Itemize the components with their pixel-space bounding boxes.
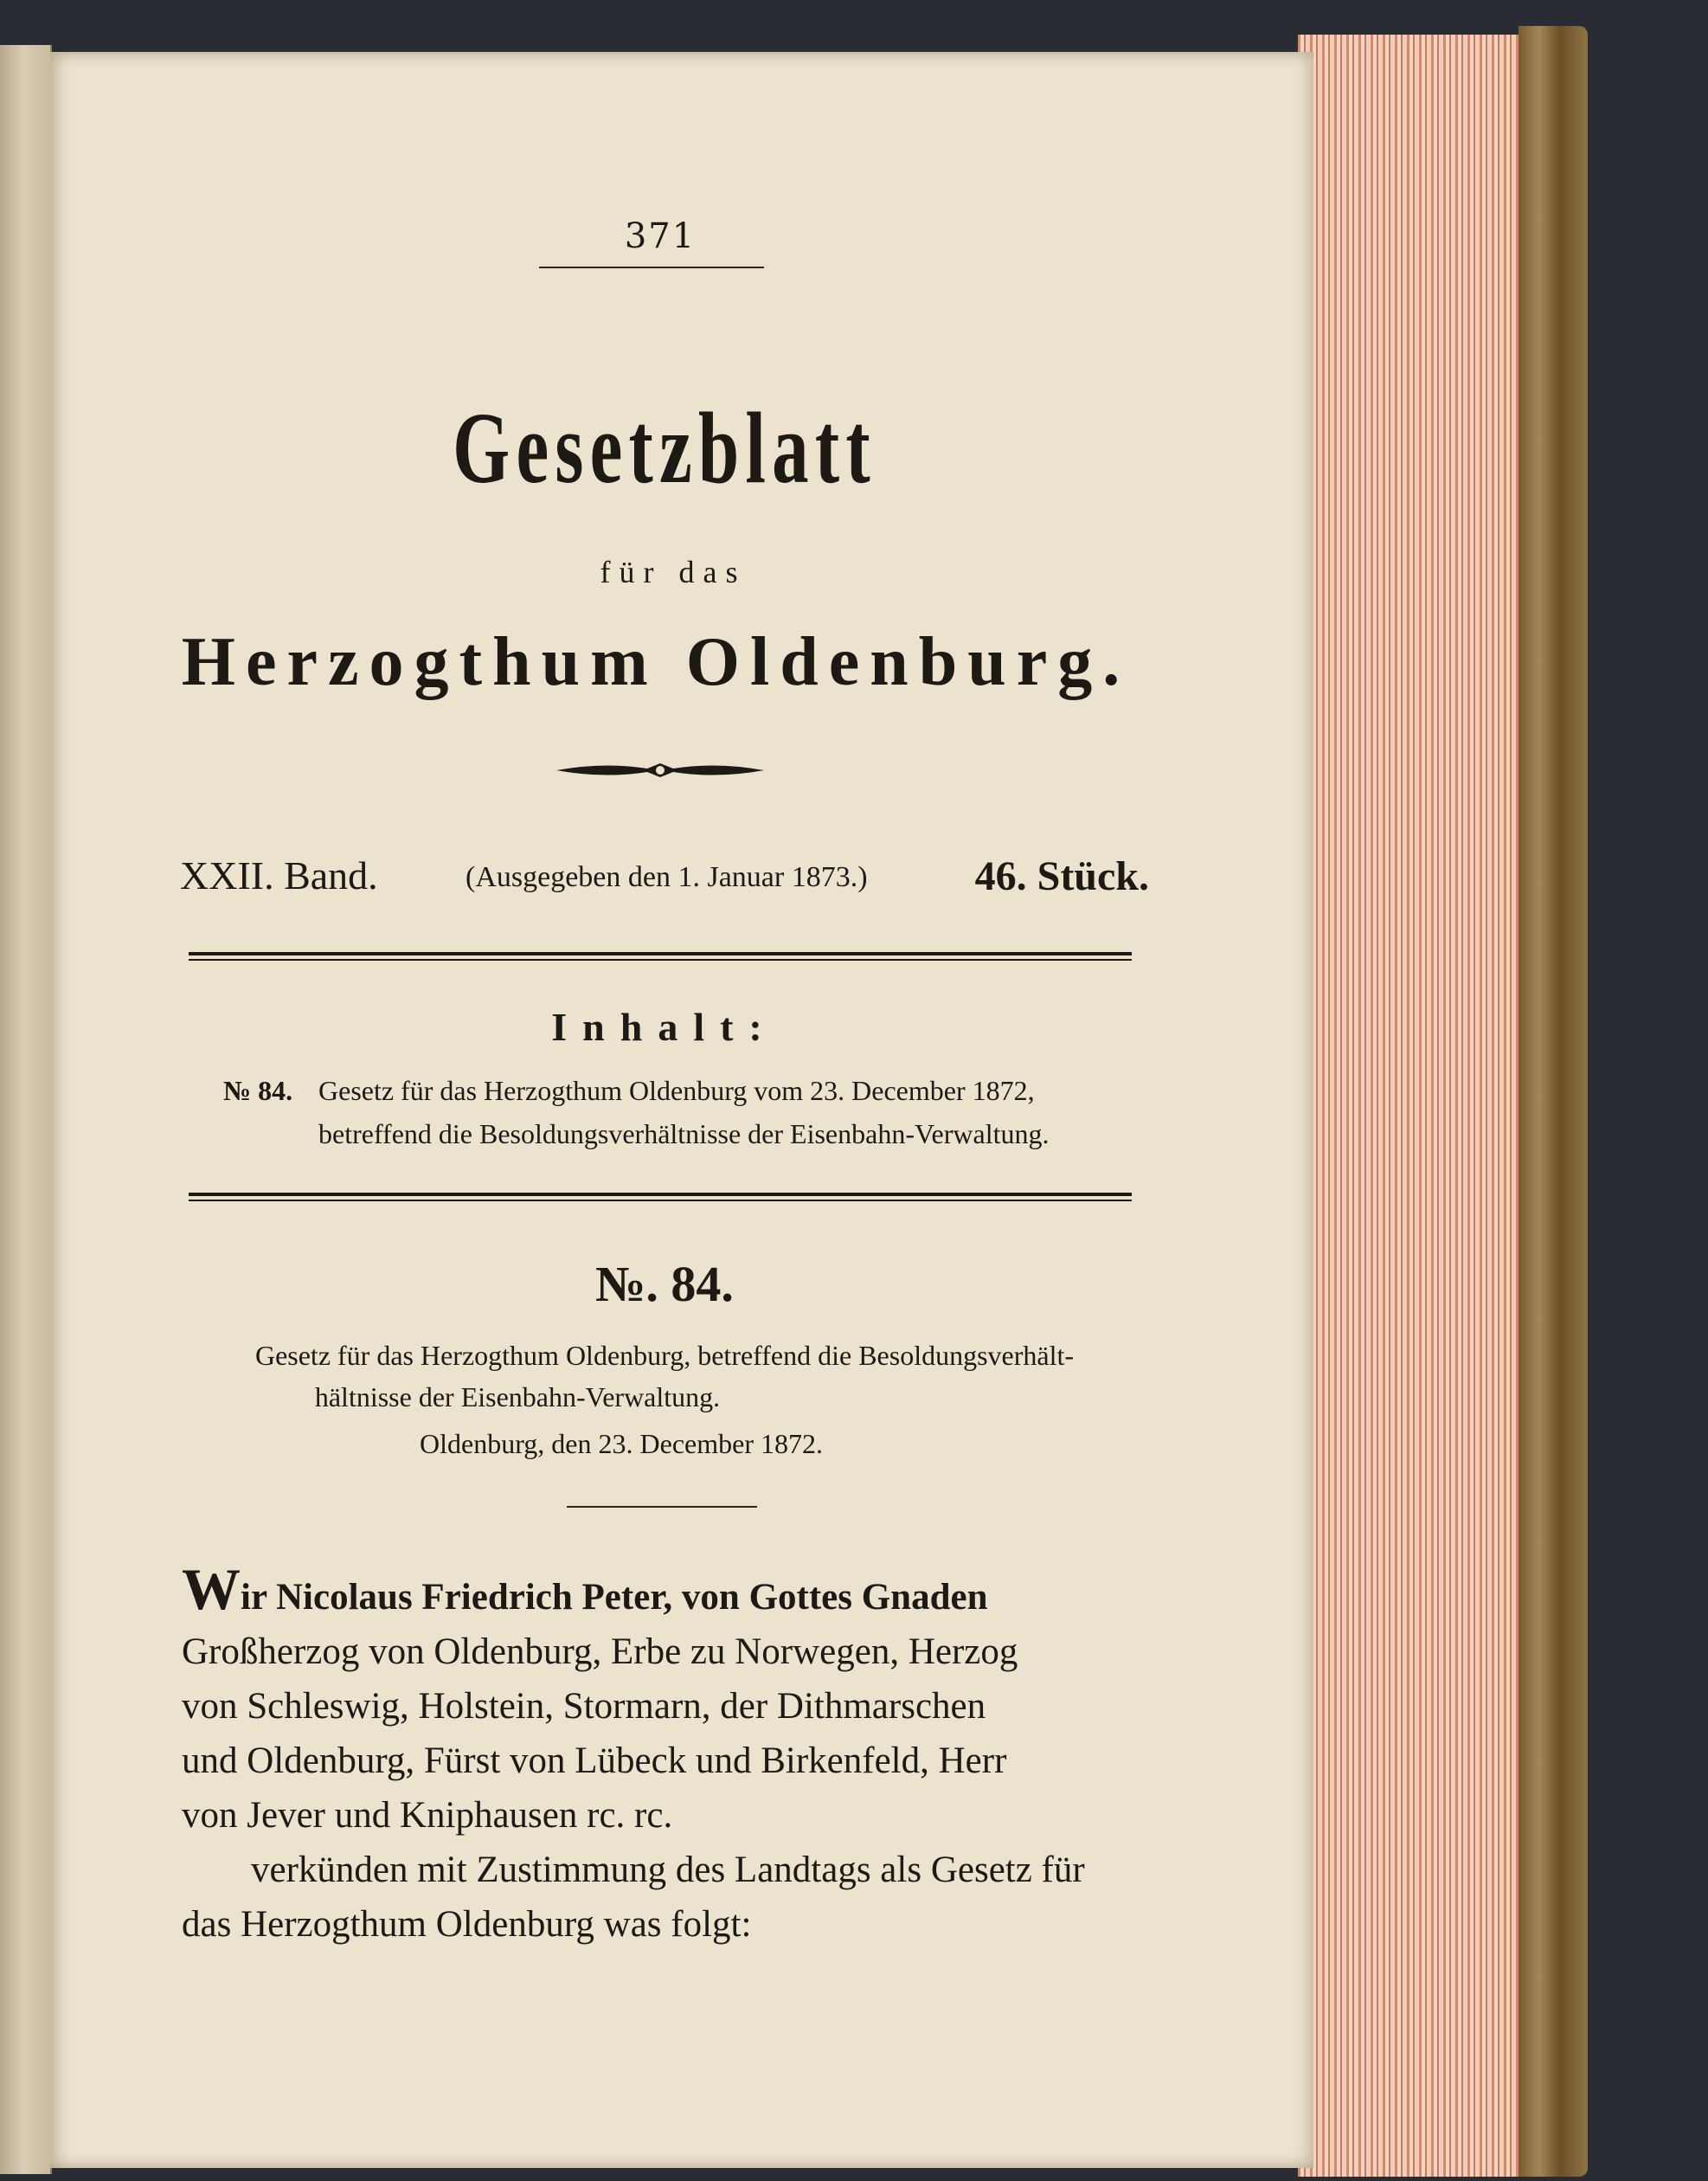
contents-divider	[189, 1193, 1132, 1201]
volume-band: XXII. Band.	[180, 853, 378, 897]
body-line: verkünden mit Zustimmung des Landtags als Gesetz für	[251, 1850, 1085, 1890]
body-line	[182, 1556, 1155, 1624]
masthead-title: Gesetzblatt	[453, 391, 876, 505]
page-number: 371	[624, 216, 697, 256]
dropcap: W	[182, 1556, 241, 1622]
law-number: №. 84.	[595, 1256, 734, 1312]
ornament-icon	[552, 755, 768, 786]
book-cover-edge	[1519, 26, 1588, 2177]
header-divider	[189, 952, 1132, 961]
masthead-fuer-das: für das	[600, 555, 747, 589]
body-line-text: ir Nicolaus Friedrich Peter, von Gottes Gnaden	[241, 1577, 988, 1618]
contents-entry-number: № 84.	[223, 1075, 293, 1106]
contents-entry-line: betreffend die Besoldungsverhältnisse der Eisenbahn-Verwaltung.	[318, 1118, 1050, 1149]
issue-date: (Ausgegeben den 1. Januar 1873.)	[466, 861, 868, 893]
body-line: von Schleswig, Holstein, Stormarn, der Dithmarschen	[182, 1686, 986, 1727]
volume-line	[180, 852, 1149, 904]
document-page	[50, 52, 1313, 2168]
masthead-subtitle: Herzogthum Oldenburg.	[181, 624, 1131, 700]
body-line: von Jever und Kniphausen rc. rc.	[182, 1795, 673, 1836]
body-line: und Oldenburg, Fürst von Lübeck und Birkenfeld, Herr	[182, 1740, 1007, 1781]
body-line: das Herzogthum Oldenburg was folgt:	[182, 1904, 752, 1945]
contents-entry-line: Gesetz für das Herzogthum Oldenburg vom 23. December 1872,	[318, 1075, 1035, 1106]
contents-heading: Inhalt:	[551, 1005, 778, 1049]
law-title-line: Gesetz für das Herzogthum Oldenburg, betreffend die Besoldungsverhält-	[254, 1340, 1075, 1371]
law-body	[182, 1556, 1155, 1952]
body-line: Großherzog von Oldenburg, Erbe zu Norwegen, Herzog	[182, 1631, 1018, 1672]
law-title-line: hältnisse der Eisenbahn-Verwaltung.	[314, 1381, 721, 1412]
issue-number: 46. Stück.	[974, 853, 1149, 899]
left-page-edge	[0, 45, 52, 2174]
page-number-rule	[539, 267, 764, 268]
section-rule	[567, 1506, 757, 1508]
law-date: Oldenburg, den 23. December 1872.	[420, 1428, 823, 1459]
